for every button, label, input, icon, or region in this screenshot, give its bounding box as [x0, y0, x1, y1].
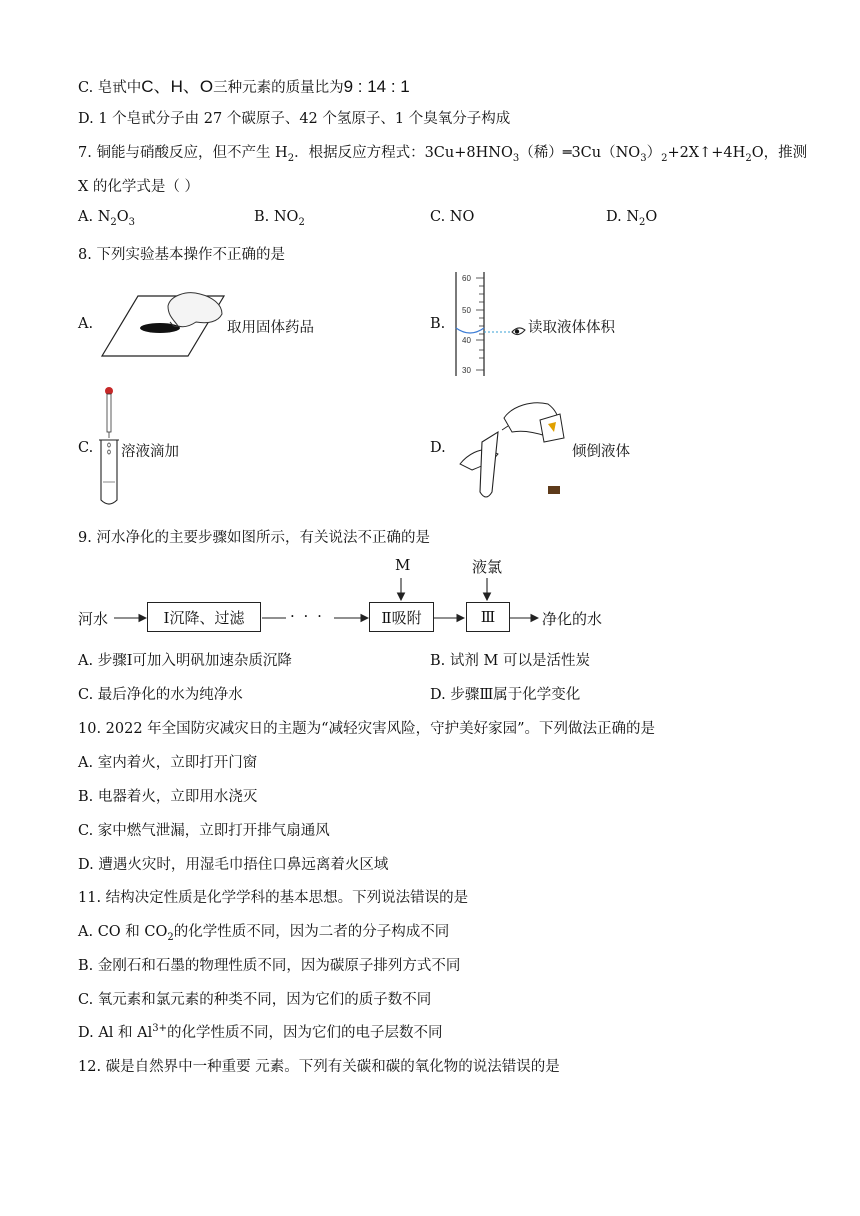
- q7-text-4: ）: [646, 145, 662, 161]
- q8-a-caption: 取用固体药品: [227, 320, 314, 336]
- q7-c-pre: C. NO: [430, 209, 475, 225]
- q8-d-letter: D.: [430, 440, 446, 456]
- flow-ellipsis: · · ·: [290, 607, 324, 625]
- flow-reagent-m: M: [395, 556, 411, 574]
- q7-a-pre: A. N: [78, 209, 111, 225]
- q6-option-c: [78, 72, 410, 97]
- bottle-stopper: [548, 486, 560, 494]
- drop-2: [108, 450, 111, 454]
- q8-c-dropper-test-tube: [96, 384, 124, 510]
- q8-b-graduated-cylinder: [448, 270, 528, 378]
- q7-stem: [78, 141, 807, 164]
- q7-text-3: （稀）═3Cu（NO: [519, 145, 641, 161]
- q11-d-post: 的化学性质不同，因为它们的电子层数不同: [167, 1025, 443, 1041]
- q7-text-1: 7. 铜能与硝酸反应，但不产生 H: [78, 145, 288, 161]
- pour-lip: [502, 426, 508, 430]
- q7-option-c: [430, 209, 474, 225]
- q7-b-sub1: 2: [298, 216, 305, 228]
- q8-a-letter: A.: [78, 316, 94, 332]
- q7-sub-2: 3: [512, 152, 520, 164]
- q9-option-c: C. 最后净化的水为纯净水: [78, 687, 243, 703]
- q11-a-pre: A. CO 和 CO: [78, 924, 168, 940]
- q11-stem: 11. 结构决定性质是化学学科的基本思想。下列说法错误的是: [78, 890, 469, 906]
- q7-d-mid: O: [645, 209, 658, 225]
- q7-sub-1: 2: [287, 152, 295, 164]
- q7-sub-5: 2: [745, 152, 752, 164]
- q6-c-elements: C、H、O: [141, 77, 214, 96]
- test-tube-tilted: [480, 432, 498, 497]
- tick-label-50: 50: [462, 306, 471, 315]
- q11-option-b: B. 金刚石和石墨的物理性质不同，因为碳原子排列方式不同: [78, 958, 461, 974]
- q11-option-d: [78, 1021, 443, 1042]
- q8-d-pouring-liquid: [452, 392, 570, 502]
- q10-option-a: A. 室内着火，立即打开门窗: [78, 755, 258, 771]
- q12-stem: 12. 碳是自然界中一种重要 元素。下列有关碳和碳的氧化物的说法错误的是: [78, 1059, 560, 1075]
- q7-option-a: [78, 209, 135, 228]
- q7-a-sub2: 3: [128, 216, 136, 228]
- q6-c-prefix: C. 皂甙中: [78, 80, 142, 96]
- tick-label-30: 30: [462, 366, 471, 375]
- q11-option-c: C. 氧元素和氯元素的种类不同，因为它们的质子数不同: [78, 992, 432, 1008]
- q8-stem: 8. 下列实验基本操作不正确的是: [78, 247, 285, 263]
- q10-stem: 10. 2022 年全国防灾减灾日的主题为“减轻灾害风险，守护美好家园”。下列做法正确的是: [78, 721, 656, 737]
- q9-option-d: D. 步骤Ⅲ属于化学变化: [430, 687, 581, 703]
- q7-a-sub1: 2: [110, 216, 117, 228]
- q7-b-pre: B. NO: [254, 209, 299, 225]
- q11-d-pre: D. Al 和 Al: [78, 1025, 153, 1041]
- flow-reagent-liquid-chlorine: 液氯: [472, 558, 503, 576]
- q8-d-caption: 倾倒液体: [572, 444, 630, 460]
- eye-pupil: [515, 329, 519, 333]
- q7-option-d: [606, 209, 657, 228]
- solid-chemical-pile: [140, 323, 180, 333]
- q11-d-sup: 3+: [152, 1023, 168, 1035]
- q6-option-d: D. 1 个皂甙分子由 27 个碳原子、42 个氢原子、1 个臭氧分子构成: [78, 111, 511, 127]
- hand-icon: [168, 293, 222, 327]
- tick-label-40: 40: [462, 336, 471, 345]
- flow-output-purified-water: 净化的水: [542, 610, 603, 628]
- scale-ticks: [476, 278, 484, 370]
- q7-a-mid: O: [116, 209, 129, 225]
- meniscus: [456, 328, 484, 333]
- q8-b-caption: 读取液体体积: [528, 320, 615, 336]
- q9-stem: 9. 河水净化的主要步骤如图所示，有关说法不正确的是: [78, 530, 430, 546]
- q6-c-mid: 三种元素的质量比为: [213, 80, 344, 96]
- q7-d-pre: D. N: [606, 209, 640, 225]
- flow-input-river-water: 河水: [78, 610, 109, 628]
- flow-step2-box: Ⅱ吸附: [369, 602, 434, 632]
- q9-option-b: B. 试剂 M 可以是活性炭: [430, 653, 590, 669]
- drop-1: [108, 443, 111, 447]
- flow-step3-box: Ⅲ: [466, 602, 510, 632]
- q11-a-post: 的化学性质不同，因为二者的分子构成不同: [173, 924, 450, 940]
- test-tube: [101, 440, 117, 504]
- q7-option-b: [254, 209, 305, 228]
- dropper-tube: [107, 394, 111, 432]
- q8-a-illustration: [98, 288, 228, 360]
- q8-c-letter: C.: [78, 440, 94, 456]
- q8-b-letter: B.: [430, 316, 446, 332]
- q11-a-sub: 2: [167, 931, 174, 943]
- q10-option-b: B. 电器着火，立即用水浇灭: [78, 789, 258, 805]
- q7-text-6: O，推测: [751, 145, 808, 161]
- q7-stem-line2: X 的化学式是（ ）: [78, 179, 200, 195]
- q9-option-a: A. 步骤Ⅰ可加入明矾加速杂质沉降: [78, 653, 292, 669]
- q6-c-ratio: 9 : 14 : 1: [343, 77, 410, 96]
- q7-d-sub1: 2: [639, 216, 646, 228]
- q10-option-c: C. 家中燃气泄漏，立即打开排气扇通风: [78, 823, 330, 839]
- q10-option-d: D. 遭遇火灾时，用湿毛巾捂住口鼻远离着火区域: [78, 857, 389, 873]
- q11-option-a: [78, 920, 449, 943]
- q8-c-caption: 溶液滴加: [121, 444, 179, 460]
- q7-sub-4: 2: [661, 152, 668, 164]
- flow-step1-box: Ⅰ沉降、过滤: [147, 602, 261, 632]
- q7-text-5: +2X↑+4H: [667, 145, 746, 161]
- q7-sub-3: 3: [640, 152, 647, 164]
- q7-text-2: ．根据反应方程式：3Cu+8HNO: [294, 145, 513, 161]
- tick-label-60: 60: [462, 274, 471, 283]
